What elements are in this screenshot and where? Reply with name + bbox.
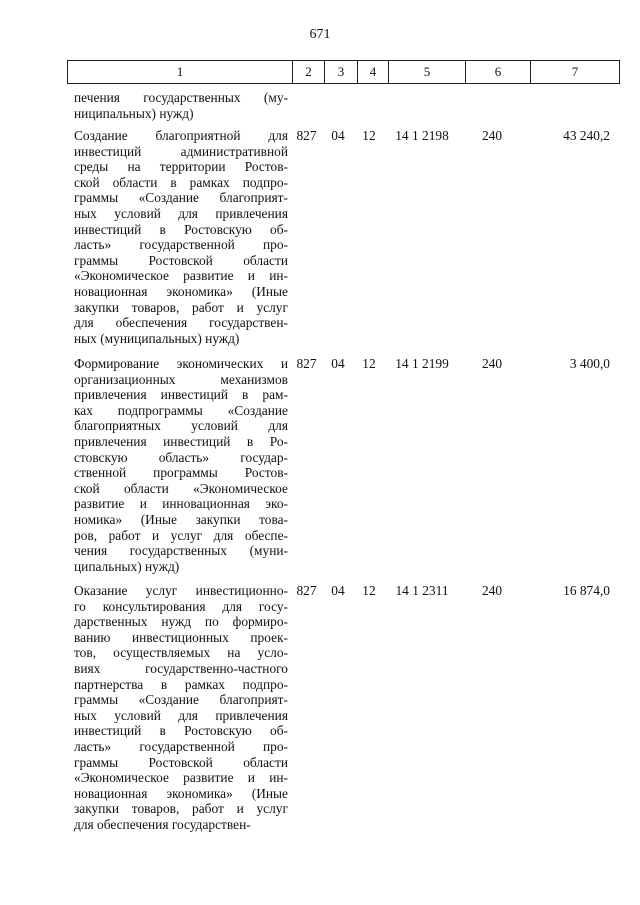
description-line: инвестиций в Ростовскую об- [74, 723, 288, 739]
description-line: инвестиций административной [74, 143, 288, 159]
description-line: ных (муниципальных) нужд) [74, 330, 240, 346]
description-line: закупки товаров, работ и услуг [74, 801, 288, 817]
description-line: граммы «Создание благоприят- [74, 692, 288, 708]
description-line: го консультирования для госу- [74, 598, 288, 614]
table-header [67, 60, 620, 84]
header-col-2: 2 [293, 61, 325, 84]
description-line: новационная экономика» (Иные [74, 785, 288, 801]
description-line: граммы «Создание благоприят- [74, 190, 288, 206]
description-line: ласть» государственной про- [74, 237, 288, 253]
header-col-3: 3 [325, 61, 358, 84]
code-expense-type: 240 [481, 128, 503, 143]
description-line: номика» (Иные закупки това- [74, 511, 288, 527]
description-line: ванию инвестиционных проек- [74, 629, 288, 645]
description-line: ственной программы Ростов- [74, 465, 288, 481]
description-line: Создание благоприятной для [74, 128, 288, 143]
code-section: 04 [331, 128, 345, 143]
description-line: граммы Ростовской области [74, 252, 288, 268]
description-line: ниципальных) нужд) [74, 105, 194, 121]
description-line: ных условий для привлечения [74, 707, 288, 723]
amount: 43 240,2 [563, 128, 610, 143]
description-line: тов, осуществляемых на усло- [74, 645, 288, 661]
description-line: ской области в рамках подпро- [74, 174, 288, 190]
code-subsection: 12 [362, 583, 376, 598]
code-section: 04 [331, 356, 345, 371]
description-line: ках подпрограммы «Создание [74, 402, 288, 418]
header-col-7: 7 [531, 61, 620, 84]
description-line: новационная экономика» (Иные [74, 283, 288, 299]
description-line: для обеспечения государствен- [74, 315, 288, 331]
description-line: развитие и инновационная эко- [74, 496, 288, 512]
code-target-article: 14 1 2199 [395, 356, 449, 371]
code-section: 04 [331, 583, 345, 598]
code-target-article: 14 1 2311 [395, 583, 449, 598]
code-subsection: 12 [362, 128, 376, 143]
row-description [74, 356, 288, 574]
description-line: ласть» государственной про- [74, 738, 288, 754]
description-line: ской области «Экономическое [74, 480, 288, 496]
code-target-article: 14 1 2198 [395, 128, 449, 143]
header-col-4: 4 [358, 61, 389, 84]
code-expense-type: 240 [481, 356, 503, 371]
row-description [74, 90, 288, 121]
description-line: «Экономическое развитие и ин- [74, 268, 288, 284]
page-number: 671 [309, 27, 331, 42]
code-ministry: 827 [296, 583, 317, 598]
header-col-5: 5 [389, 61, 466, 84]
description-line: партнерства в рамках подпро- [74, 676, 288, 692]
row-description [74, 583, 288, 833]
description-line: инвестиций в Ростовскую об- [74, 221, 288, 237]
description-line: благоприятных условий для [74, 418, 288, 434]
description-line: закупки товаров, работ и услуг [74, 299, 288, 315]
description-line: печения государственных (му- [74, 90, 288, 105]
description-line: стовскую область» государ- [74, 449, 288, 465]
code-expense-type: 240 [481, 583, 503, 598]
description-line: привлечения инвестиций в Ро- [74, 433, 288, 449]
code-ministry: 827 [296, 128, 317, 143]
description-line: дарственных нужд по формиро- [74, 614, 288, 630]
description-line: виях государственно-частного [74, 660, 288, 676]
header-col-1: 1 [68, 61, 293, 84]
description-line: Оказание услуг инвестиционно- [74, 583, 288, 598]
description-line: для обеспечения государствен- [74, 816, 251, 832]
description-line: привлечения инвестиций в рам- [74, 387, 288, 403]
description-line: Формирование экономических и [74, 356, 288, 371]
description-line: ных условий для привлечения [74, 205, 288, 221]
description-line: среды на территории Ростов- [74, 159, 288, 175]
header-col-6: 6 [466, 61, 531, 84]
row-description [74, 128, 288, 346]
description-line: граммы Ростовской области [74, 754, 288, 770]
description-line: ципальных) нужд) [74, 558, 180, 574]
amount: 16 874,0 [563, 583, 610, 598]
amount: 3 400,0 [569, 356, 610, 371]
code-subsection: 12 [362, 356, 376, 371]
description-line: организационных механизмов [74, 371, 288, 387]
description-line: ров, работ и услуг для обеспе- [74, 527, 288, 543]
description-line: «Экономическое развитие и ин- [74, 770, 288, 786]
description-line: чения государственных (муни- [74, 543, 288, 559]
code-ministry: 827 [296, 356, 317, 371]
